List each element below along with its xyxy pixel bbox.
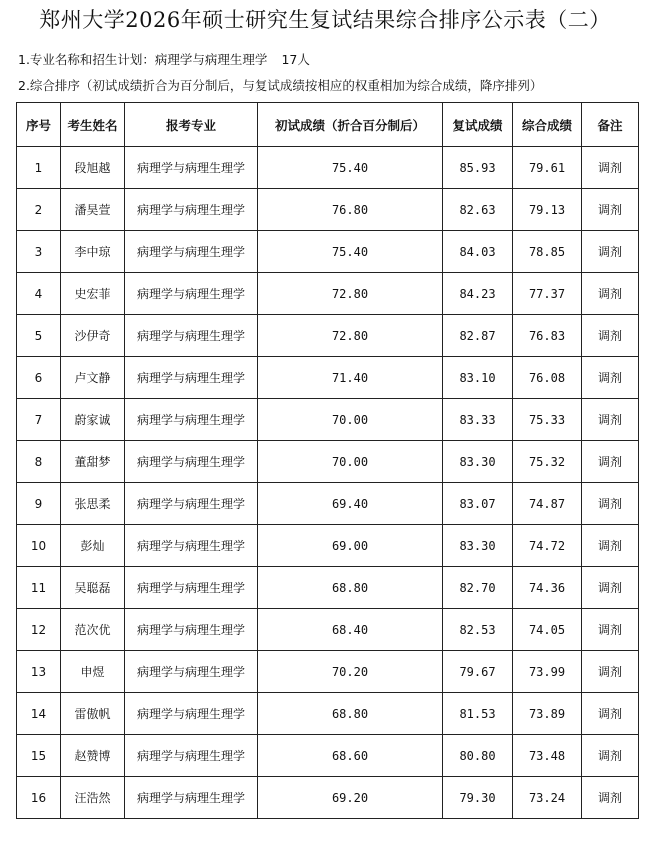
enrollment-quota: 17人 [281, 52, 310, 67]
table-row [17, 693, 639, 735]
cell-name: 范次优 [61, 609, 125, 651]
cell-retest-score: 84.23 [443, 273, 513, 315]
ranking-table [16, 102, 639, 819]
cell-total-score: 74.87 [513, 483, 582, 525]
cell-initial-score: 72.80 [258, 273, 443, 315]
cell-rank: 5 [17, 315, 61, 357]
cell-initial-score: 70.00 [258, 441, 443, 483]
cell-remark: 调剂 [582, 777, 639, 819]
cell-initial-score: 72.80 [258, 315, 443, 357]
cell-total-score: 73.24 [513, 777, 582, 819]
header-initial-score: 初试成绩（折合百分制后） [258, 103, 443, 147]
cell-rank: 11 [17, 567, 61, 609]
cell-remark: 调剂 [582, 735, 639, 777]
header-total-score: 综合成绩 [513, 103, 582, 147]
cell-total-score: 73.99 [513, 651, 582, 693]
table-row [17, 147, 639, 189]
cell-retest-score: 82.63 [443, 189, 513, 231]
cell-name: 李中琼 [61, 231, 125, 273]
cell-total-score: 74.36 [513, 567, 582, 609]
cell-remark: 调剂 [582, 525, 639, 567]
table-body [17, 147, 639, 819]
cell-remark: 调剂 [582, 273, 639, 315]
cell-remark: 调剂 [582, 651, 639, 693]
cell-initial-score: 70.00 [258, 399, 443, 441]
cell-initial-score: 69.00 [258, 525, 443, 567]
cell-major: 病理学与病理生理学 [125, 273, 258, 315]
cell-retest-score: 83.10 [443, 357, 513, 399]
cell-rank: 8 [17, 441, 61, 483]
cell-initial-score: 68.80 [258, 567, 443, 609]
enrollment-plan-text: 1.专业名称和招生计划：病理学与病理生理学 [18, 52, 268, 67]
cell-name: 彭灿 [61, 525, 125, 567]
cell-retest-score: 83.30 [443, 525, 513, 567]
cell-retest-score: 82.53 [443, 609, 513, 651]
cell-major: 病理学与病理生理学 [125, 693, 258, 735]
table-row [17, 609, 639, 651]
cell-rank: 15 [17, 735, 61, 777]
table-row [17, 315, 639, 357]
cell-initial-score: 68.80 [258, 693, 443, 735]
header-remark: 备注 [582, 103, 639, 147]
table-row [17, 525, 639, 567]
cell-remark: 调剂 [582, 147, 639, 189]
cell-retest-score: 83.33 [443, 399, 513, 441]
cell-major: 病理学与病理生理学 [125, 483, 258, 525]
cell-initial-score: 71.40 [258, 357, 443, 399]
cell-name: 张思柔 [61, 483, 125, 525]
cell-retest-score: 84.03 [443, 231, 513, 273]
cell-retest-score: 81.53 [443, 693, 513, 735]
cell-initial-score: 69.20 [258, 777, 443, 819]
cell-name: 汪浩然 [61, 777, 125, 819]
cell-initial-score: 75.40 [258, 231, 443, 273]
cell-total-score: 79.61 [513, 147, 582, 189]
enrollment-plan-line [18, 50, 310, 68]
cell-total-score: 77.37 [513, 273, 582, 315]
table-row [17, 357, 639, 399]
cell-remark: 调剂 [582, 231, 639, 273]
cell-retest-score: 79.30 [443, 777, 513, 819]
cell-retest-score: 85.93 [443, 147, 513, 189]
cell-retest-score: 82.70 [443, 567, 513, 609]
cell-rank: 3 [17, 231, 61, 273]
cell-initial-score: 76.80 [258, 189, 443, 231]
cell-rank: 16 [17, 777, 61, 819]
ranking-description: 2.综合排序（初试成绩折合为百分制后，与复试成绩按相应的权重相加为综合成绩，降序排列） [18, 78, 543, 93]
cell-name: 沙伊奇 [61, 315, 125, 357]
cell-name: 蔚家诚 [61, 399, 125, 441]
cell-rank: 14 [17, 693, 61, 735]
cell-major: 病理学与病理生理学 [125, 777, 258, 819]
table-row [17, 273, 639, 315]
cell-retest-score: 80.80 [443, 735, 513, 777]
cell-total-score: 78.85 [513, 231, 582, 273]
cell-name: 卢文静 [61, 357, 125, 399]
cell-retest-score: 83.07 [443, 483, 513, 525]
cell-name: 吴聪磊 [61, 567, 125, 609]
cell-rank: 2 [17, 189, 61, 231]
cell-total-score: 73.89 [513, 693, 582, 735]
cell-major: 病理学与病理生理学 [125, 609, 258, 651]
cell-remark: 调剂 [582, 399, 639, 441]
cell-major: 病理学与病理生理学 [125, 567, 258, 609]
cell-total-score: 76.83 [513, 315, 582, 357]
cell-name: 段旭越 [61, 147, 125, 189]
table-row [17, 735, 639, 777]
header-rank: 序号 [17, 103, 61, 147]
table-row [17, 777, 639, 819]
table-row [17, 399, 639, 441]
cell-remark: 调剂 [582, 315, 639, 357]
cell-rank: 12 [17, 609, 61, 651]
cell-remark: 调剂 [582, 441, 639, 483]
cell-name: 申煜 [61, 651, 125, 693]
cell-retest-score: 82.87 [443, 315, 513, 357]
cell-name: 雷傲帆 [61, 693, 125, 735]
cell-initial-score: 69.40 [258, 483, 443, 525]
cell-name: 赵赞博 [61, 735, 125, 777]
page-title: 郑州大学2026年硕士研究生复试结果综合排序公示表（二） [39, 8, 611, 32]
cell-major: 病理学与病理生理学 [125, 315, 258, 357]
table-row [17, 567, 639, 609]
cell-major: 病理学与病理生理学 [125, 189, 258, 231]
cell-major: 病理学与病理生理学 [125, 357, 258, 399]
table-row [17, 651, 639, 693]
cell-total-score: 73.48 [513, 735, 582, 777]
cell-rank: 4 [17, 273, 61, 315]
cell-total-score: 76.08 [513, 357, 582, 399]
cell-initial-score: 68.60 [258, 735, 443, 777]
cell-major: 病理学与病理生理学 [125, 441, 258, 483]
table-row [17, 441, 639, 483]
header-major: 报考专业 [125, 103, 258, 147]
cell-rank: 1 [17, 147, 61, 189]
cell-initial-score: 68.40 [258, 609, 443, 651]
cell-remark: 调剂 [582, 609, 639, 651]
header-name: 考生姓名 [61, 103, 125, 147]
cell-name: 史宏菲 [61, 273, 125, 315]
cell-remark: 调剂 [582, 189, 639, 231]
cell-remark: 调剂 [582, 567, 639, 609]
cell-rank: 10 [17, 525, 61, 567]
table-header-row [17, 103, 639, 147]
cell-name: 董甜梦 [61, 441, 125, 483]
cell-name: 潘昊萱 [61, 189, 125, 231]
cell-total-score: 75.32 [513, 441, 582, 483]
cell-major: 病理学与病理生理学 [125, 525, 258, 567]
cell-major: 病理学与病理生理学 [125, 147, 258, 189]
cell-total-score: 74.05 [513, 609, 582, 651]
cell-initial-score: 70.20 [258, 651, 443, 693]
header-retest-score: 复试成绩 [443, 103, 513, 147]
cell-retest-score: 79.67 [443, 651, 513, 693]
cell-rank: 9 [17, 483, 61, 525]
cell-major: 病理学与病理生理学 [125, 231, 258, 273]
table-row [17, 231, 639, 273]
cell-initial-score: 75.40 [258, 147, 443, 189]
table-row [17, 483, 639, 525]
cell-remark: 调剂 [582, 357, 639, 399]
cell-major: 病理学与病理生理学 [125, 735, 258, 777]
cell-rank: 13 [17, 651, 61, 693]
cell-total-score: 79.13 [513, 189, 582, 231]
cell-remark: 调剂 [582, 483, 639, 525]
cell-major: 病理学与病理生理学 [125, 651, 258, 693]
cell-rank: 7 [17, 399, 61, 441]
cell-total-score: 75.33 [513, 399, 582, 441]
cell-major: 病理学与病理生理学 [125, 399, 258, 441]
cell-total-score: 74.72 [513, 525, 582, 567]
cell-remark: 调剂 [582, 693, 639, 735]
cell-rank: 6 [17, 357, 61, 399]
table-row [17, 189, 639, 231]
cell-retest-score: 83.30 [443, 441, 513, 483]
